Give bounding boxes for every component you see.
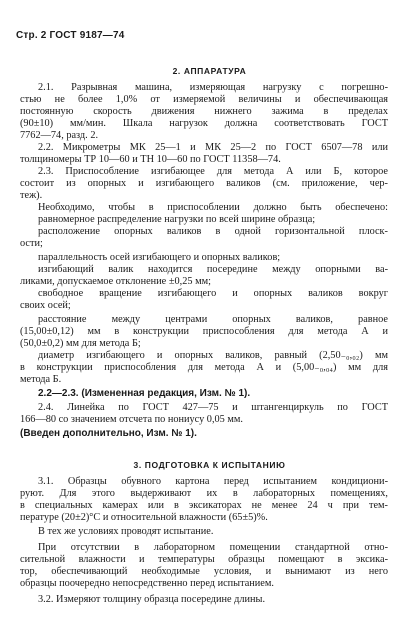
text-line: (15,00±0,12) мм в конструкции приспособления для метода А и [20,326,388,337]
text-line: пературе (20±2)°С и относительной влажности (65±5)%. [20,512,268,523]
text-line: толщиномеры ТР 10—60 и ТН 10—60 по ГОСТ 11358—74. [20,154,281,165]
text-line: параллельность осей изгибающего и опорных валиков; [38,252,281,263]
text-line: (50,0±0,2) мм для метода Б; [20,338,141,349]
amendment-note: 2.2—2.3. (Измененная редакция, Изм. № 1). [38,388,251,399]
text-line: тор, обеспечивающий необходимые условия, и вынимают из него [20,566,388,577]
text-line: При отсутствии в лабораторном помещении стандартной отно- [38,542,388,553]
text-line: 166—80 со значением отсчета по нониусу 0,05 мм. [20,414,244,425]
text-line: в конструкции приспособления для метода А и (5,00₋₀,₀₄) мм для [20,362,388,373]
text-line: в специальных камерах или в эксикаторах не менее 24 ч при тем- [20,500,388,511]
text-line: равномерное распределение нагрузки по всей ширине образца; [38,214,316,225]
text-line: 2.1. Разрывная машина, измеряющая нагрузку с погрешно- [38,82,388,93]
text-line: изгибающий валик находится посередине между опорными ва- [38,264,388,275]
text-line: В тех же условиях проводят испытание. [38,526,214,537]
text-line: метода Б. [20,374,62,385]
section-title-preparation: 3. ПОДГОТОВКА К ИСПЫТАНИЮ [133,460,286,470]
text-line: образцы поочередно непосредственно перед испытанием. [20,578,274,589]
text-line: расположение опорных валиков в одной горизонтальной плоск- [38,226,388,237]
text-line: диаметр изгибающего и опорных валиков, равный (2,50₋₀,₀₂) мм [38,350,388,361]
text-line: 2.3. Приспособление изгибающее для метода А или Б, которое [38,166,388,177]
text-line: ости; [20,238,43,249]
section-title-apparatus: 2. АППАРАТУРА [172,66,247,76]
text-line: руют. Для этого выдерживают их в лабораторных помещениях, [20,488,388,499]
amendment-note: (Введен дополнительно, Изм. № 1). [20,428,197,439]
text-line: Необходимо, чтобы в приспособлении должно быть обеспечено: [38,202,388,213]
text-line: состоит из опорных и изгибающего валиков (см. приложение, чер- [20,178,388,189]
page-header: Стр. 2 ГОСТ 9187—74 [16,30,125,41]
text-line: 3.1. Образцы обувного картона перед испытанием кондициони- [38,476,388,487]
text-line: расстояние между центрами опорных валиков, равное [38,314,388,325]
text-line: 2.2. Микрометры МК 25—1 и МК 25—2 по ГОСТ 6507—78 или [38,142,388,153]
text-line: стью не более 1,0% от измеряемой величины и обеспечивающая [20,94,388,105]
text-line: (90±10) мм/мин. Шкала нагрузок должна соответствовать ГОСТ [20,118,388,129]
text-line: ликами, допускаемое отклонение ±0,25 мм; [20,276,211,287]
text-line: 7762—74, разд. 2. [20,130,99,141]
text-line: теж). [20,190,43,201]
text-line: свободное вращение изгибающего и опорных валиков вокруг [38,288,388,299]
text-line: постоянную скорость движения нижнего зажима в пределах [20,106,388,117]
text-line: своих осей; [20,300,71,311]
text-line: 2.4. Линейка по ГОСТ 427—75 и штангенциркуль по ГОСТ [38,402,388,413]
text-line: 3.2. Измеряют толщину образца посередине длины. [38,594,266,605]
text-line: сительной влажности и температуры образцы помещают в эксика- [20,554,388,565]
